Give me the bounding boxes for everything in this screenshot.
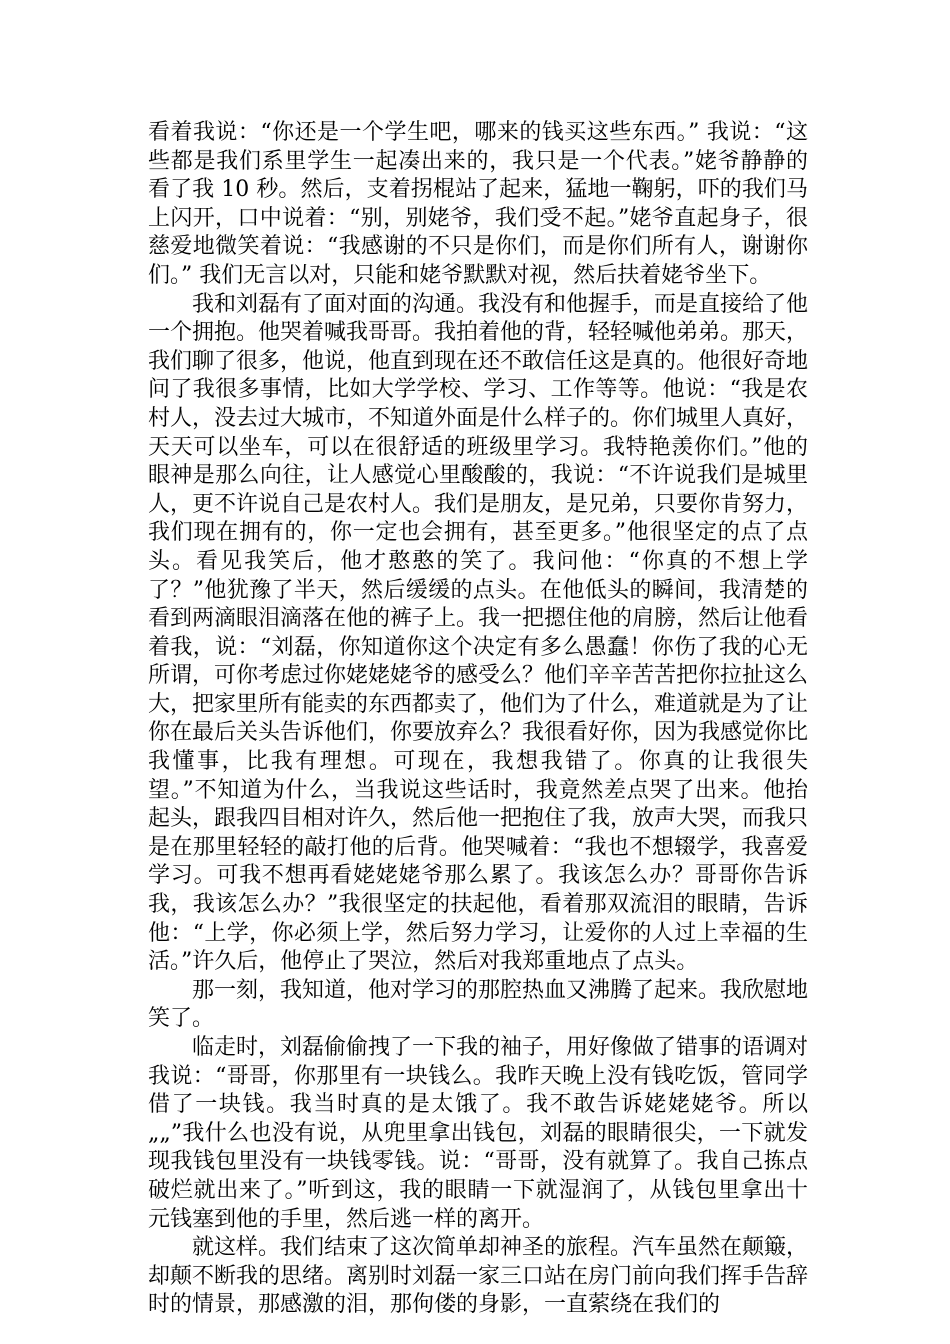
- paragraph-5: 就这样。我们结束了这次简单却神圣的旅程。汽车虽然在颠簸，却颠不断我的思绪。离别时刘磊一家三口站在房门前向我们挥手告辞时的情景，那感激的泪，那佝偻的身影，一直萦绕在我们的: [148, 1235, 809, 1318]
- document-body: [148, 119, 808, 1320]
- paragraph-3: 那一刻，我知道，他对学习的那腔热血又沸腾了起来。我欣慰地笑了。: [148, 977, 809, 1032]
- paragraph-1: 看着我说：“你还是一个学生吧，哪来的钱买这些东西。” 我说：“这些都是我们系里学生一起凑出来的，我只是一个代表。”姥爷静静的看了我 10 秒。然后，支着拐棍站了起来，猛地一鞠躬，吓的我们马上闪开，口中说着：“别，别姥爷，我们受不起。”姥爷直起身子，很慈爱地微笑着说：“我感谢的不只是你们，而是你们所有人，谢谢你们。” 我们无言以对，只能和姥爷默默对视，然后扶着姥爷坐下。: [148, 120, 808, 288]
- paragraph-2: 我和刘磊有了面对面的沟通。我没有和他握手，而是直接给了他一个拥抱。他哭着喊我哥哥。我拍着他的背，轻轻喊他弟弟。那天，我们聊了很多，他说，他直到现在还不敢信任这是真的。他很好奇地问了我很多事情，比如大学学校、学习、工作等等。他说：“我是农村人，没去过大城市，不知道外面是什么样子的。你们城里人真好，天天可以坐车，可以在很舒适的班级里学习。我特艳羡你们。”他的眼神是那么向往，让人感觉心里酸酸的，我说：“不许说我们是城里人，更不许说自己是农村人。我们是朋友，是兄弟，只要你肯努力，我们现在拥有的，你一定也会拥有，甚至更多。”他很坚定的点了点头。看见我笑后，他才憨憨的笑了。我问他：“你真的不想上学了？”他犹豫了半天，然后缓缓的点头。在他低头的瞬间，我清楚的看到两滴眼泪滴落在他的裤子上。我一把摁住他的肩膀，然后让他看着我，说：“刘磊，你知道你这个决定有多么愚蠢！你伤了我的心无所谓，可你考虑过你姥姥姥爷的感受么？他们辛辛苦苦把你拉扯这么大，把家里所有能卖的东西都卖了，他们为了什么，难道就是为了让你在最后关头告诉他们，你要放弃么？我很看好你，因为我感觉你比我懂事，比我有理想。可现在，我想我错了。你真的让我很失望。”不知道为什么，当我说这些话时，我竟然差点哭了出来。他抬起头，跟我四目相对许久，然后他一把抱住了我，放声大哭，而我只是在那里轻轻的敲打他的后背。他哭喊着：“我也不想辍学，我喜爱学习。可我不想再看姥姥姥爷那么累了。我该怎么办？哥哥你告诉我，我该怎么办？”我很坚定的扶起他，看着那双流泪的眼睛，告诉他：“上学，你必须上学，然后努力学习，让爱你的人过上幸福的生活。”许久后，他停止了哭泣，然后对我郑重地点了点头。: [148, 291, 809, 975]
- paragraph-4: 临走时，刘磊偷偷拽了一下我的袖子，用好像做了错事的语调对我说：“哥哥，你那里有一块钱么。我昨天晚上没有钱吃饭，管同学借了一块钱。我当时真的是太饿了。我不敢告诉姥姥姥爷。所以„„”我什么也没有说，从兜里拿出钱包，刘磊的眼睛很尖，一下就发现我钱包里没有一块钱零钱。说：“哥哥，没有就算了。我自己拣点破烂就出来了。”听到这，我的眼睛一下就湿润了，从钱包里拿出十元钱塞到他的手里，然后逃一样的离开。: [148, 1035, 809, 1232]
